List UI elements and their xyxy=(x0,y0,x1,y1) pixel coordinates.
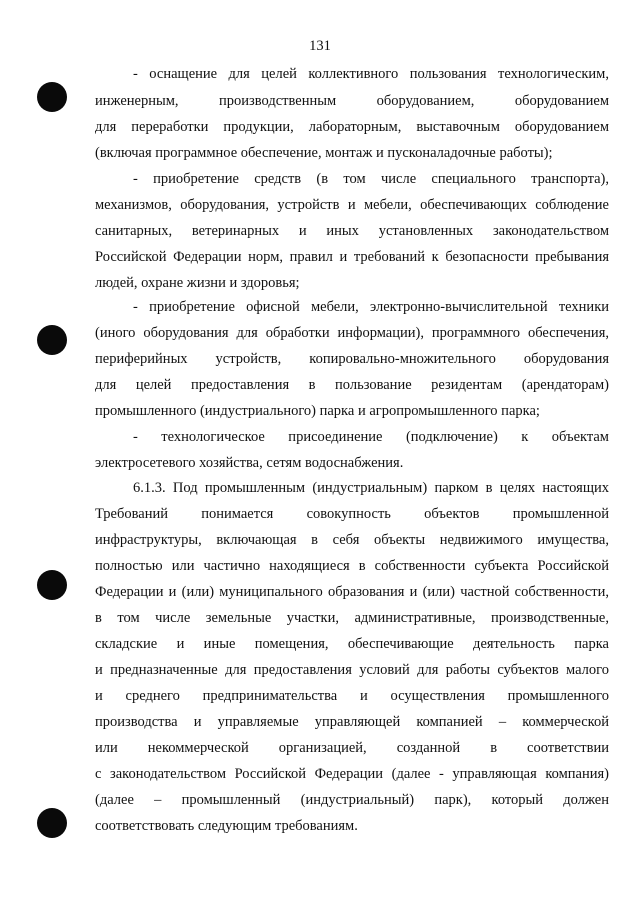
text-line: механизмов, оборудования, устройств и мебели, обеспечивающих соблюдение xyxy=(95,197,609,213)
text-line: для переработки продукции, лабораторным, выставочным оборудованием xyxy=(95,119,609,135)
text-line: или некоммерческой организацией, созданной в соответствии xyxy=(95,740,609,756)
text-line: для целей предоставления в пользование резидентам (арендаторам) xyxy=(95,377,609,393)
text-line: складские и иные помещения, обеспечивающие деятельность парка xyxy=(95,636,609,652)
text-line: инженерным, производственным оборудованием, оборудованием xyxy=(95,93,609,109)
text-line: электросетевого хозяйства, сетям водоснабжения. xyxy=(95,455,404,471)
text-line: и предназначенные для предоставления условий для работы субъектов малого xyxy=(95,662,609,678)
binder-hole xyxy=(37,570,67,600)
text-line: санитарных, ветеринарных и иных установленных законодательством xyxy=(95,223,609,239)
text-line: инфраструктуры, включающая в себя объекты недвижимого имущества, xyxy=(95,532,609,548)
text-line: периферийных устройств, копировально-множительного оборудования xyxy=(95,351,609,367)
text-line: людей, охране жизни и здоровья; xyxy=(95,275,300,291)
text-line: 6.1.3. Под промышленным (индустриальным) парком в целях настоящих xyxy=(133,480,609,496)
text-line: (иного оборудования для обработки информации), программного обеспечения, xyxy=(95,325,609,341)
binder-hole xyxy=(37,808,67,838)
text-line: Требований понимается совокупность объектов промышленной xyxy=(95,506,609,522)
text-line: соответствовать следующим требованиям. xyxy=(95,818,358,834)
text-line: промышленного (индустриального) парка и агропромышленного парка; xyxy=(95,403,540,419)
binder-hole xyxy=(37,325,67,355)
text-line: Федерации и (или) муниципального образования и (или) частной собственности, xyxy=(95,584,609,600)
text-line: (включая программное обеспечение, монтаж и пусконаладочные работы); xyxy=(95,145,553,161)
text-line: и среднего предпринимательства и осуществления промышленного xyxy=(95,688,609,704)
text-line: производства и управляемые управляющей компанией – коммерческой xyxy=(95,714,609,730)
text-line: - технологическое присоединение (подключение) к объектам xyxy=(133,429,609,445)
page-number: 131 xyxy=(309,38,331,54)
text-line: в том числе земельные участки, административные, производственные, xyxy=(95,610,609,626)
text-line: с законодательством Российской Федерации (далее - управляющая компания) xyxy=(95,766,609,782)
text-line: (далее – промышленный (индустриальный) парк), который должен xyxy=(95,792,609,808)
text-line: полностью или частично находящиеся в собственности субъекта Российской xyxy=(95,558,609,574)
text-line: - приобретение офисной мебели, электронно-вычислительной техники xyxy=(133,299,609,315)
binder-hole xyxy=(37,82,67,112)
text-line: Российской Федерации норм, правил и требований к безопасности пребывания xyxy=(95,249,609,265)
text-line: - приобретение средств (в том числе специального транспорта), xyxy=(133,171,609,187)
text-line: - оснащение для целей коллективного пользования технологическим, xyxy=(133,66,609,82)
